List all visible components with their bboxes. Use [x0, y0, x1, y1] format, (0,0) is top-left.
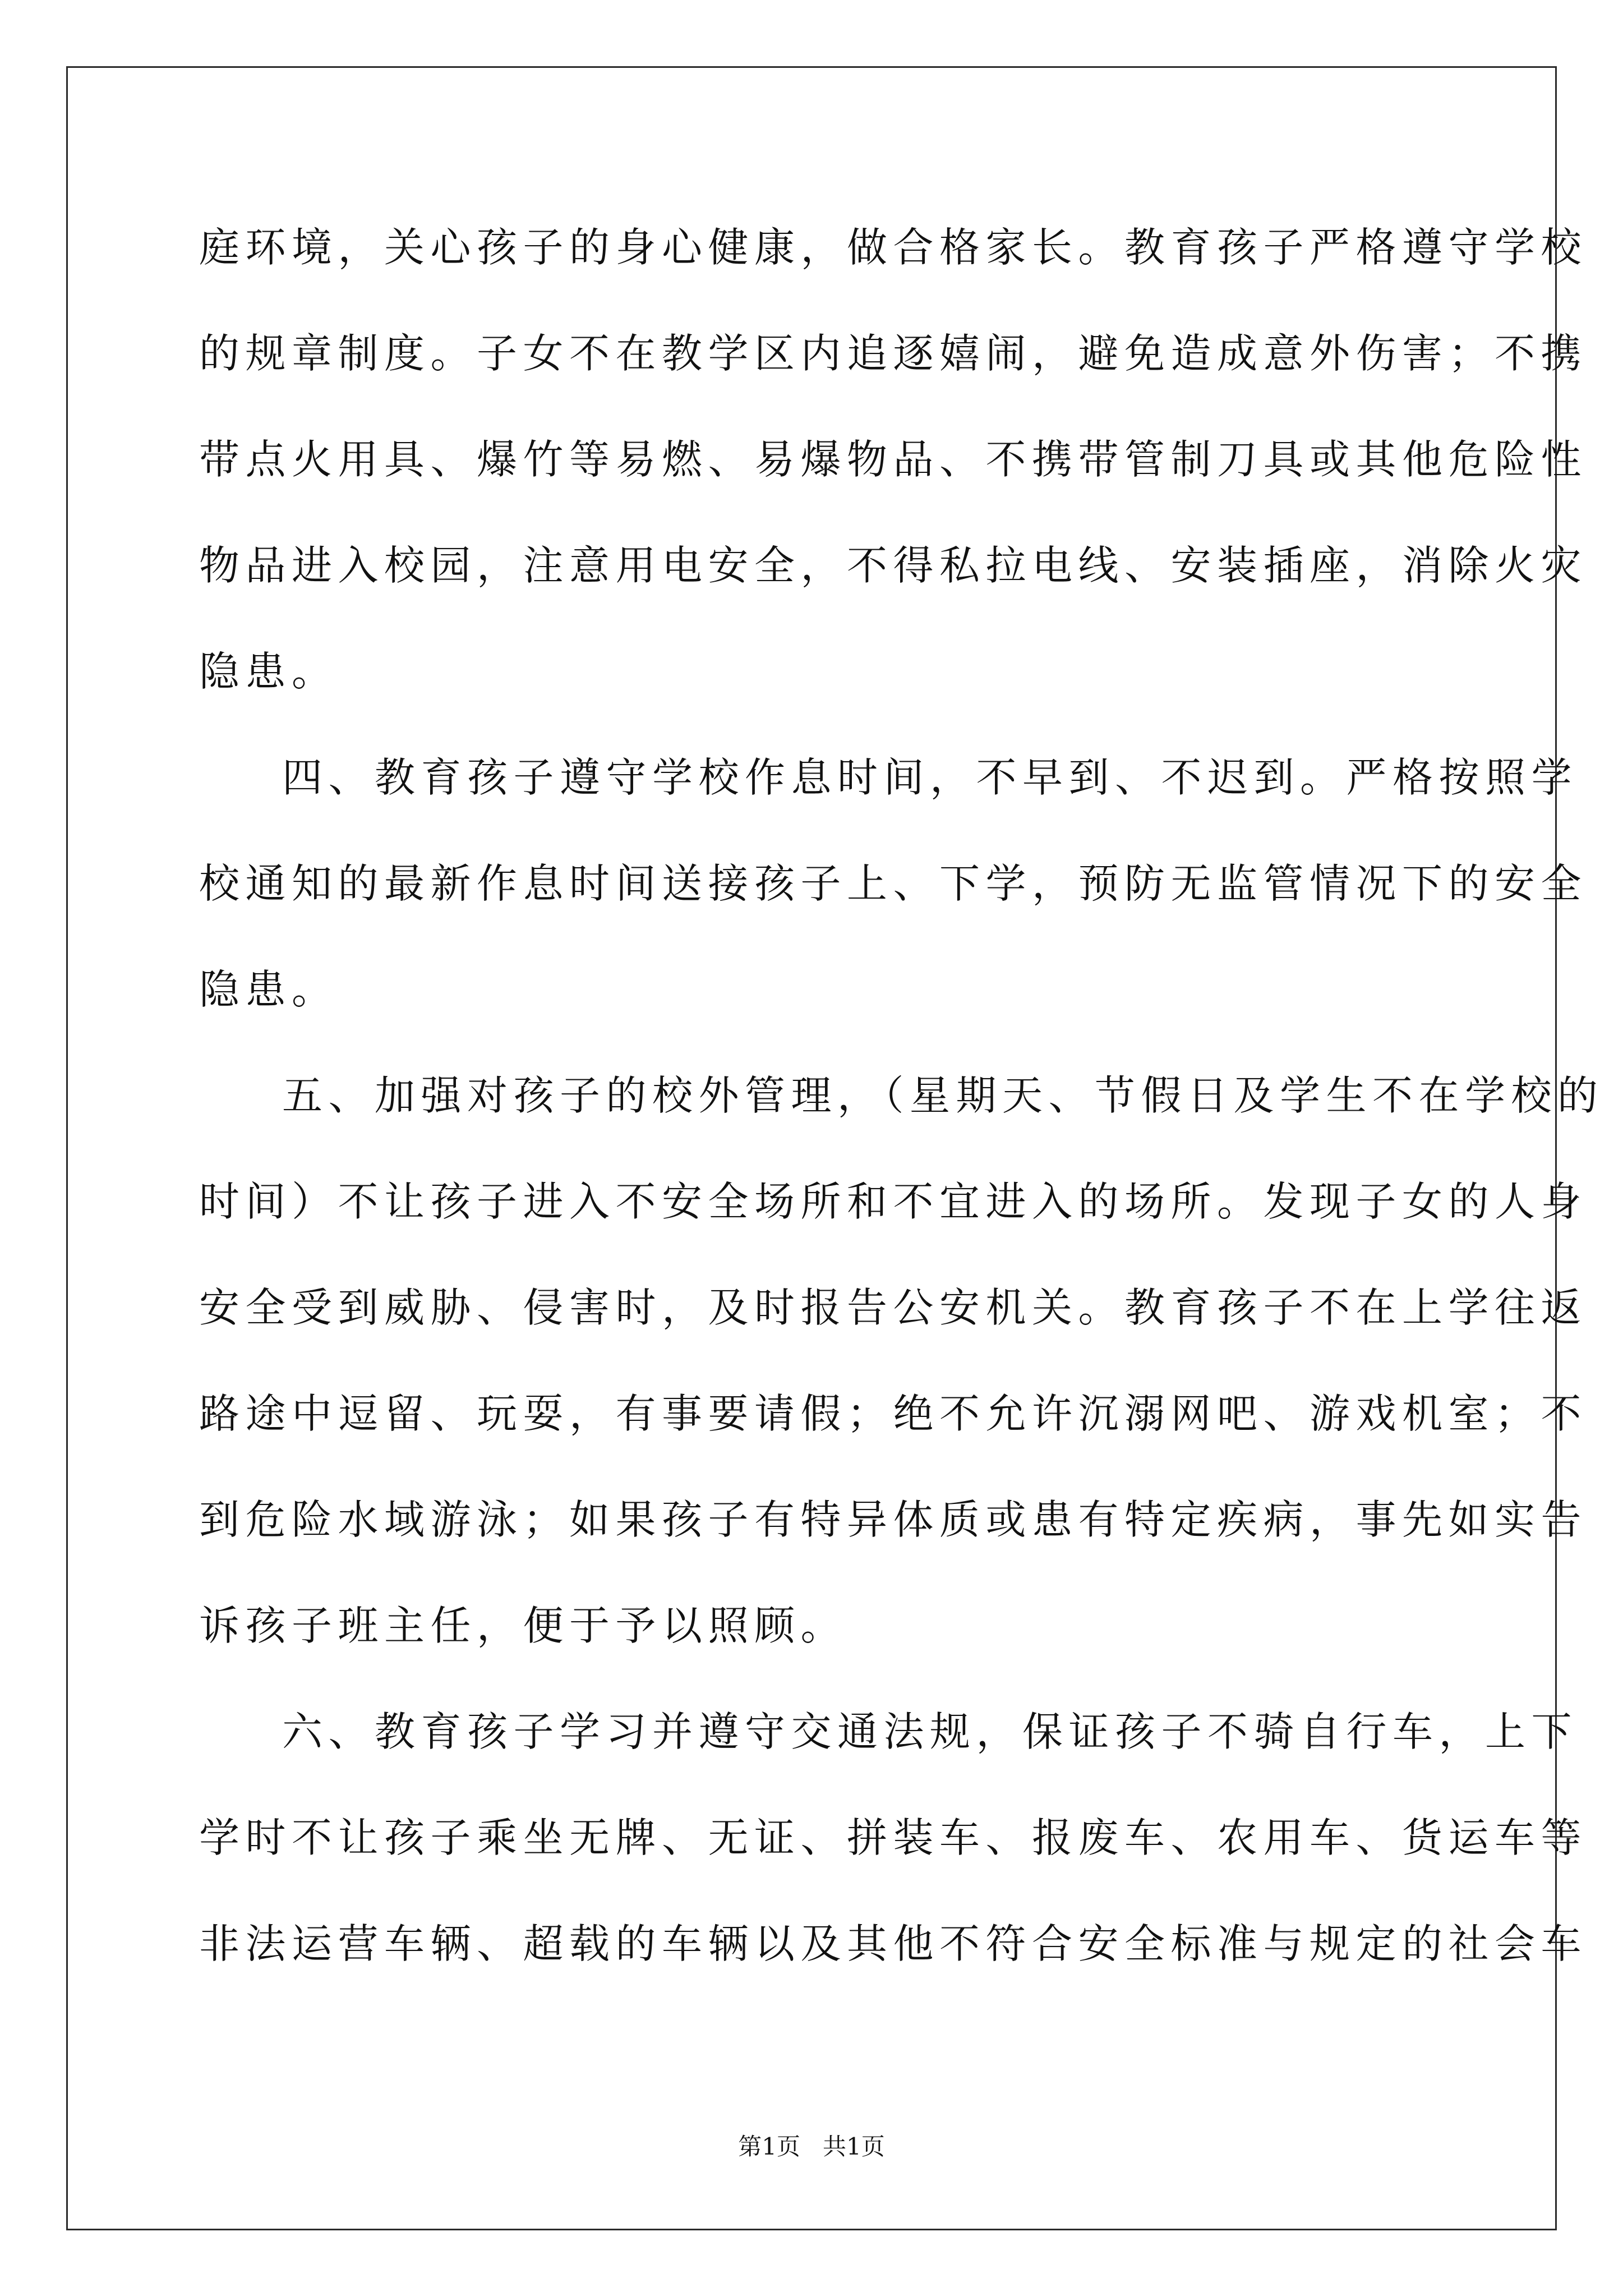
paragraph-start-line: 四、教育孩子遵守学校作息时间，不早到、不迟到。严格按照学: [282, 754, 1578, 801]
text-line: 非法运营车辆、超载的车辆以及其他不符合安全标准与规定的社会车: [199, 1920, 1588, 1967]
paragraph-start-line: 五、加强对孩子的校外管理，（星期天、节假日及学生不在学校的: [282, 1072, 1604, 1119]
text-line: 学时不让孩子乘坐无牌、无证、拼装车、报废车、农用车、货运车等: [199, 1814, 1588, 1861]
text-line: 诉孩子班主任，便于予以照顾。: [199, 1602, 847, 1649]
text-line: 物品进入校园，注意用电安全，不得私拉电线、安装插座，消除火灾: [199, 542, 1588, 589]
text-line: 安全受到威胁、侵害时，及时报告公安机关。教育孩子不在上学往返: [199, 1284, 1588, 1331]
text-line: 隐患。: [199, 648, 338, 695]
page-footer: 第1页 共1页: [738, 2133, 885, 2160]
text-line: 到危险水域游泳；如果孩子有特异体质或患有特定疾病，事先如实告: [199, 1496, 1588, 1543]
text-line: 路途中逗留、玩耍，有事要请假；绝不允许沉溺网吧、游戏机室；不: [199, 1390, 1588, 1437]
text-line: 校通知的最新作息时间送接孩子上、下学，预防无监管情况下的安全: [199, 860, 1588, 907]
page-border: [66, 66, 1557, 2230]
text-line: 时间）不让孩子进入不安全场所和不宜进入的场所。发现子女的人身: [199, 1178, 1588, 1225]
text-line: 的规章制度。子女不在教学区内追逐嬉闹，避免造成意外伤害；不携: [199, 330, 1588, 377]
text-line: 隐患。: [199, 966, 338, 1013]
text-line: 庭环境，关心孩子的身心健康，做合格家长。教育孩子严格遵守学校: [199, 224, 1588, 271]
paragraph-start-line: 六、教育孩子学习并遵守交通法规，保证孩子不骑自行车，上下: [282, 1708, 1578, 1755]
text-line: 带点火用具、爆竹等易燃、易爆物品、不携带管制刀具或其他危险性: [199, 436, 1588, 483]
